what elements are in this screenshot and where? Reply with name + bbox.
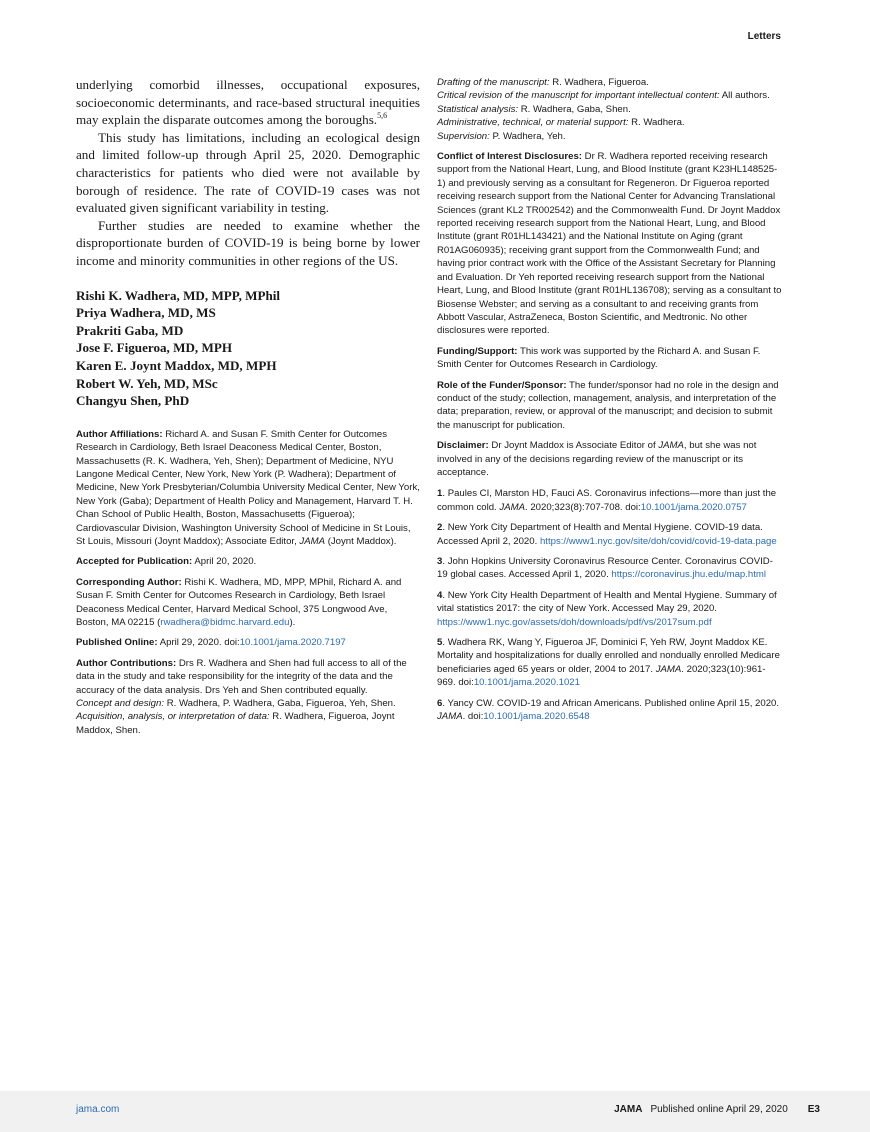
running-header-section: Letters <box>747 31 781 42</box>
reference-link[interactable]: https://www1.nyc.gov/assets/doh/downloads/pdf/vs/2017sum.pdf <box>437 616 712 628</box>
reference-item: 6. Yancy CW. COVID-19 and African Americans. Published online April 15, 2020. JAMA. doi:10.1001/jama.2020.6548 <box>437 697 780 723</box>
author-name: Karen E. Joynt Maddox, MD, MPH <box>76 357 277 373</box>
reference-item: 2. New York City Department of Health and Mental Hygiene. COVID-19 data. Accessed April 2, 2020. https://www1.nyc.gov/site/doh/covid/covid-19-data.page <box>437 522 777 547</box>
body-paragraph-1: underlying comorbid illnesses, occupational exposures, socioeconomic determinants, and race-based structural inequities may explain the disparate outcomes among the boroughs.$^{5,6}$ <box>76 77 420 128</box>
accepted-for-publication: Accepted for Publication: April 20, 2020. <box>76 556 257 568</box>
citation-superscript[interactable]: 5,6 <box>377 111 388 121</box>
article-doi-link[interactable]: 10.1001/jama.2020.7197 <box>239 637 346 649</box>
author-list <box>76 287 420 410</box>
page-footer <box>0 1091 870 1132</box>
author-contributions: Author Contributions: Drs R. Wadhera and Shen had full access to all of the data in the study and take responsibility for the integrity of the data and the accuracy of the data analysis. Drs Yeh and Shen contributed equally. Concept and design: R. Wadhera, P. Wadhera, Gaba, Figueroa, Yeh, Shen. Acquisition, analysis, or interpretation of data: R. Wadhera, Figueroa, Joynt Maddox, Shen. <box>76 657 407 736</box>
published-online: Published Online: April 29, 2020. doi:10.1001/jama.2020.7197 <box>76 637 346 649</box>
left-column <box>76 76 420 737</box>
contributions-continued: Drafting of the manuscript: R. Wadhera, Figueroa. Critical revision of the manuscript for important intellectual content: All authors. Statistical analysis: R. Wadhera, Gaba, Shen. Administrative, technical, or material support: R. Wadhera. Supervision: P. Wadhera, Yeh. <box>437 77 770 142</box>
site-link[interactable]: jama.com <box>76 1104 120 1115</box>
funding-support: Funding/Support: This work was supported by the Richard A. and Susan F. Smith Center for Outcomes Research in Cardiology. <box>437 345 761 371</box>
corresponding-author: Corresponding Author: Rishi K. Wadhera, MD, MPP, MPhil, Richard A. and Susan F. Smith Center for Outcomes Research in Cardiology, Beth Israel Deaconess Medical Center, Harvard Medical School, 375 Longwood Ave, Boston, MA 02215 (rwadhera@bidmc.harvard.edu). <box>76 576 402 628</box>
reference-item: 5. Wadhera RK, Wang Y, Figueroa JF, Dominici F, Yeh RW, Joynt Maddox KE. Mortality and hospitalizations for dually enrolled and nondually enrolled Medicare beneficiaries aged 65 years or older, 2004 to 2017. JAMA. 2020;323(10):961-969. doi:10.1001/jama.2020.1021 <box>437 637 780 689</box>
corresponding-email-link[interactable]: rwadhera@bidmc.harvard.edu <box>160 616 290 628</box>
page-number: E3 <box>807 1104 820 1115</box>
right-column <box>437 76 783 723</box>
footer-journal-name: JAMA <box>614 1104 643 1115</box>
reference-link[interactable]: https://coronavirus.jhu.edu/map.html <box>611 569 767 581</box>
author-name: Jose F. Figueroa, MD, MPH <box>76 340 233 356</box>
author-name: Priya Wadhera, MD, MS <box>76 305 216 321</box>
reference-link[interactable]: 10.1001/jama.2020.6548 <box>483 711 590 723</box>
reference-link[interactable]: 10.1001/jama.2020.1021 <box>473 677 580 689</box>
reference-link[interactable]: 10.1001/jama.2020.0757 <box>640 501 747 513</box>
footer-published-date: Published online April 29, 2020 <box>650 1104 788 1115</box>
disclaimer: Disclaimer: Dr Joynt Maddox is Associate Editor of JAMA, but she was not involved in any of the decisions regarding review of the manuscript or its acceptance. <box>437 440 757 478</box>
author-name: Rishi K. Wadhera, MD, MPP, MPhil <box>76 287 281 303</box>
body-paragraph-2: This study has limitations, including an ecological design and limited follow-up through April 25, 2020. Demographic characteristics for patients who died were not available by borough of residence. The rate of COVID-19 cases was not evaluated given significant variability in testing. <box>76 129 420 216</box>
reference-link[interactable]: https://www1.nyc.gov/site/doh/covid/covid-19-data.page <box>539 535 777 547</box>
reference-list <box>437 487 783 723</box>
reference-item: 3. John Hopkins University Coronavirus Resource Center. Coronavirus COVID-19 global cases. Accessed April 1, 2020. https://coronavirus.jhu.edu/map.html <box>437 556 773 581</box>
reference-item: 4. New York City Health Department of Health and Mental Hygiene. Summary of vital statistics 2017: the city of New York. Accessed May 29, 2020. https://www1.nyc.gov/assets/doh/downloads/pdf/vs/2017sum.pdf <box>437 589 777 628</box>
author-name: Changyu Shen, PhD <box>76 393 190 409</box>
author-name: Prakriti Gaba, MD <box>76 322 184 338</box>
reference-item: 1. Paules CI, Marston HD, Fauci AS. Coronavirus infections—more than just the common cold. JAMA. 2020;323(8):707-708. doi:10.1001/jama.2020.0757 <box>437 488 777 513</box>
author-affiliations: Author Affiliations: Richard A. and Susan F. Smith Center for Outcomes Research in Cardiology, Beth Israel Deaconess Medical Center, Boston, Massachusetts (R. K. Wadhera, Yeh, Shen); Department of Medicine, NYU Langone Medical Center, New York, New York (P. Wadhera); Department of Medicine, New York Presbyterian/Columbia University Medical Center, New York, New York (Gaba); Department of Health Policy and Management, Harvard T. H. Chan School of Public Health, Boston, Massachusetts (Figueroa); Cardiovascular Division, Washington University School of Medicine in St Louis, St Louis, Missouri (Joynt Maddox); Associate Editor, JAMA (Joynt Maddox). <box>76 428 420 547</box>
author-name: Robert W. Yeh, MD, MSc <box>76 375 218 391</box>
role-of-funder: Role of the Funder/Sponsor: The funder/sponsor had no role in the design and conduct of the study; collection, management, analysis, and interpretation of the data; preparation, review, or approval of the manuscript; and decision to submit the manuscript for publication. <box>437 379 779 431</box>
conflict-of-interest: Conflict of Interest Disclosures: Dr R. Wadhera reported receiving research support from the National Heart, Lung, and Blood Institute (grant K23HL148525-1) and previously serving as a consultant for Regeneron. Dr Figueroa reported receiving research support from the National Center for Advancing Translational Sciences (grant KL2 TR002542) and the Commonwealth Fund. Dr Joynt Maddox reported receiving research support from the National Heart, Lung, and Blood Institute (grant R01HL143421) and the National Institute on Aging (grant R01AG060935); receiving grant support from the Commonwealth Fund; and having prior contract work with the Office of the Assistant Secretary for Planning and Evaluation. Dr Yeh reported receiving research support from the National Heart, Lung, and Blood Institute (grant R01HL136708); serving as a consultant to Biosense Webster; and serving as a consultant to and receiving grants from Abbott Vascular, AstraZeneca, Boston Scientific, and Medtronic. No other disclosures were reported. <box>437 151 782 337</box>
body-paragraph-3: Further studies are needed to examine whether the disproportionate burden of COVID-19 is being borne by lower income and minority communities in other regions of the US. <box>76 217 420 268</box>
